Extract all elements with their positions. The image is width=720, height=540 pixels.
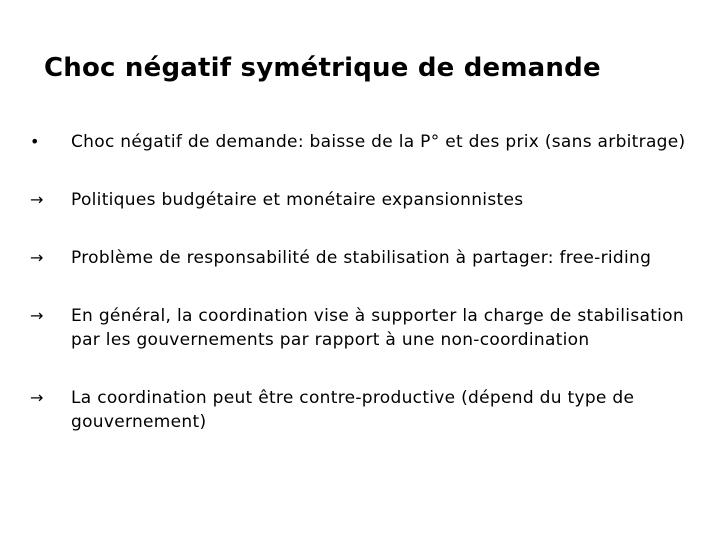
list-item-text: La coordination peut être contre-productive (dépend du type de gouvernement) bbox=[71, 388, 635, 432]
slide-title: Choc négatif symétrique de demande bbox=[44, 53, 601, 83]
list-item-text: Choc négatif de demande: baisse de la P° et des prix (sans arbitrage) bbox=[71, 132, 686, 152]
arrow-right-icon: → bbox=[30, 306, 44, 325]
bullet-list bbox=[26, 130, 686, 434]
arrow-right-icon: → bbox=[30, 190, 44, 209]
arrow-right-icon: → bbox=[30, 388, 44, 407]
list-item-text: En général, la coordination vise à supporter la charge de stabilisation par les gouvernements par rapport à une non-coordination bbox=[71, 306, 684, 350]
bullet-icon: • bbox=[30, 132, 40, 151]
arrow-right-icon: → bbox=[30, 248, 44, 267]
list-item-4 bbox=[26, 304, 686, 352]
list-item-3 bbox=[26, 246, 686, 270]
list-item-text: Politiques budgétaire et monétaire expansionnistes bbox=[71, 190, 524, 210]
list-item-text: Problème de responsabilité de stabilisation à partager: free-riding bbox=[71, 248, 652, 268]
list-item-2 bbox=[26, 188, 686, 212]
list-item-5 bbox=[26, 386, 686, 434]
list-item-1 bbox=[26, 130, 686, 154]
